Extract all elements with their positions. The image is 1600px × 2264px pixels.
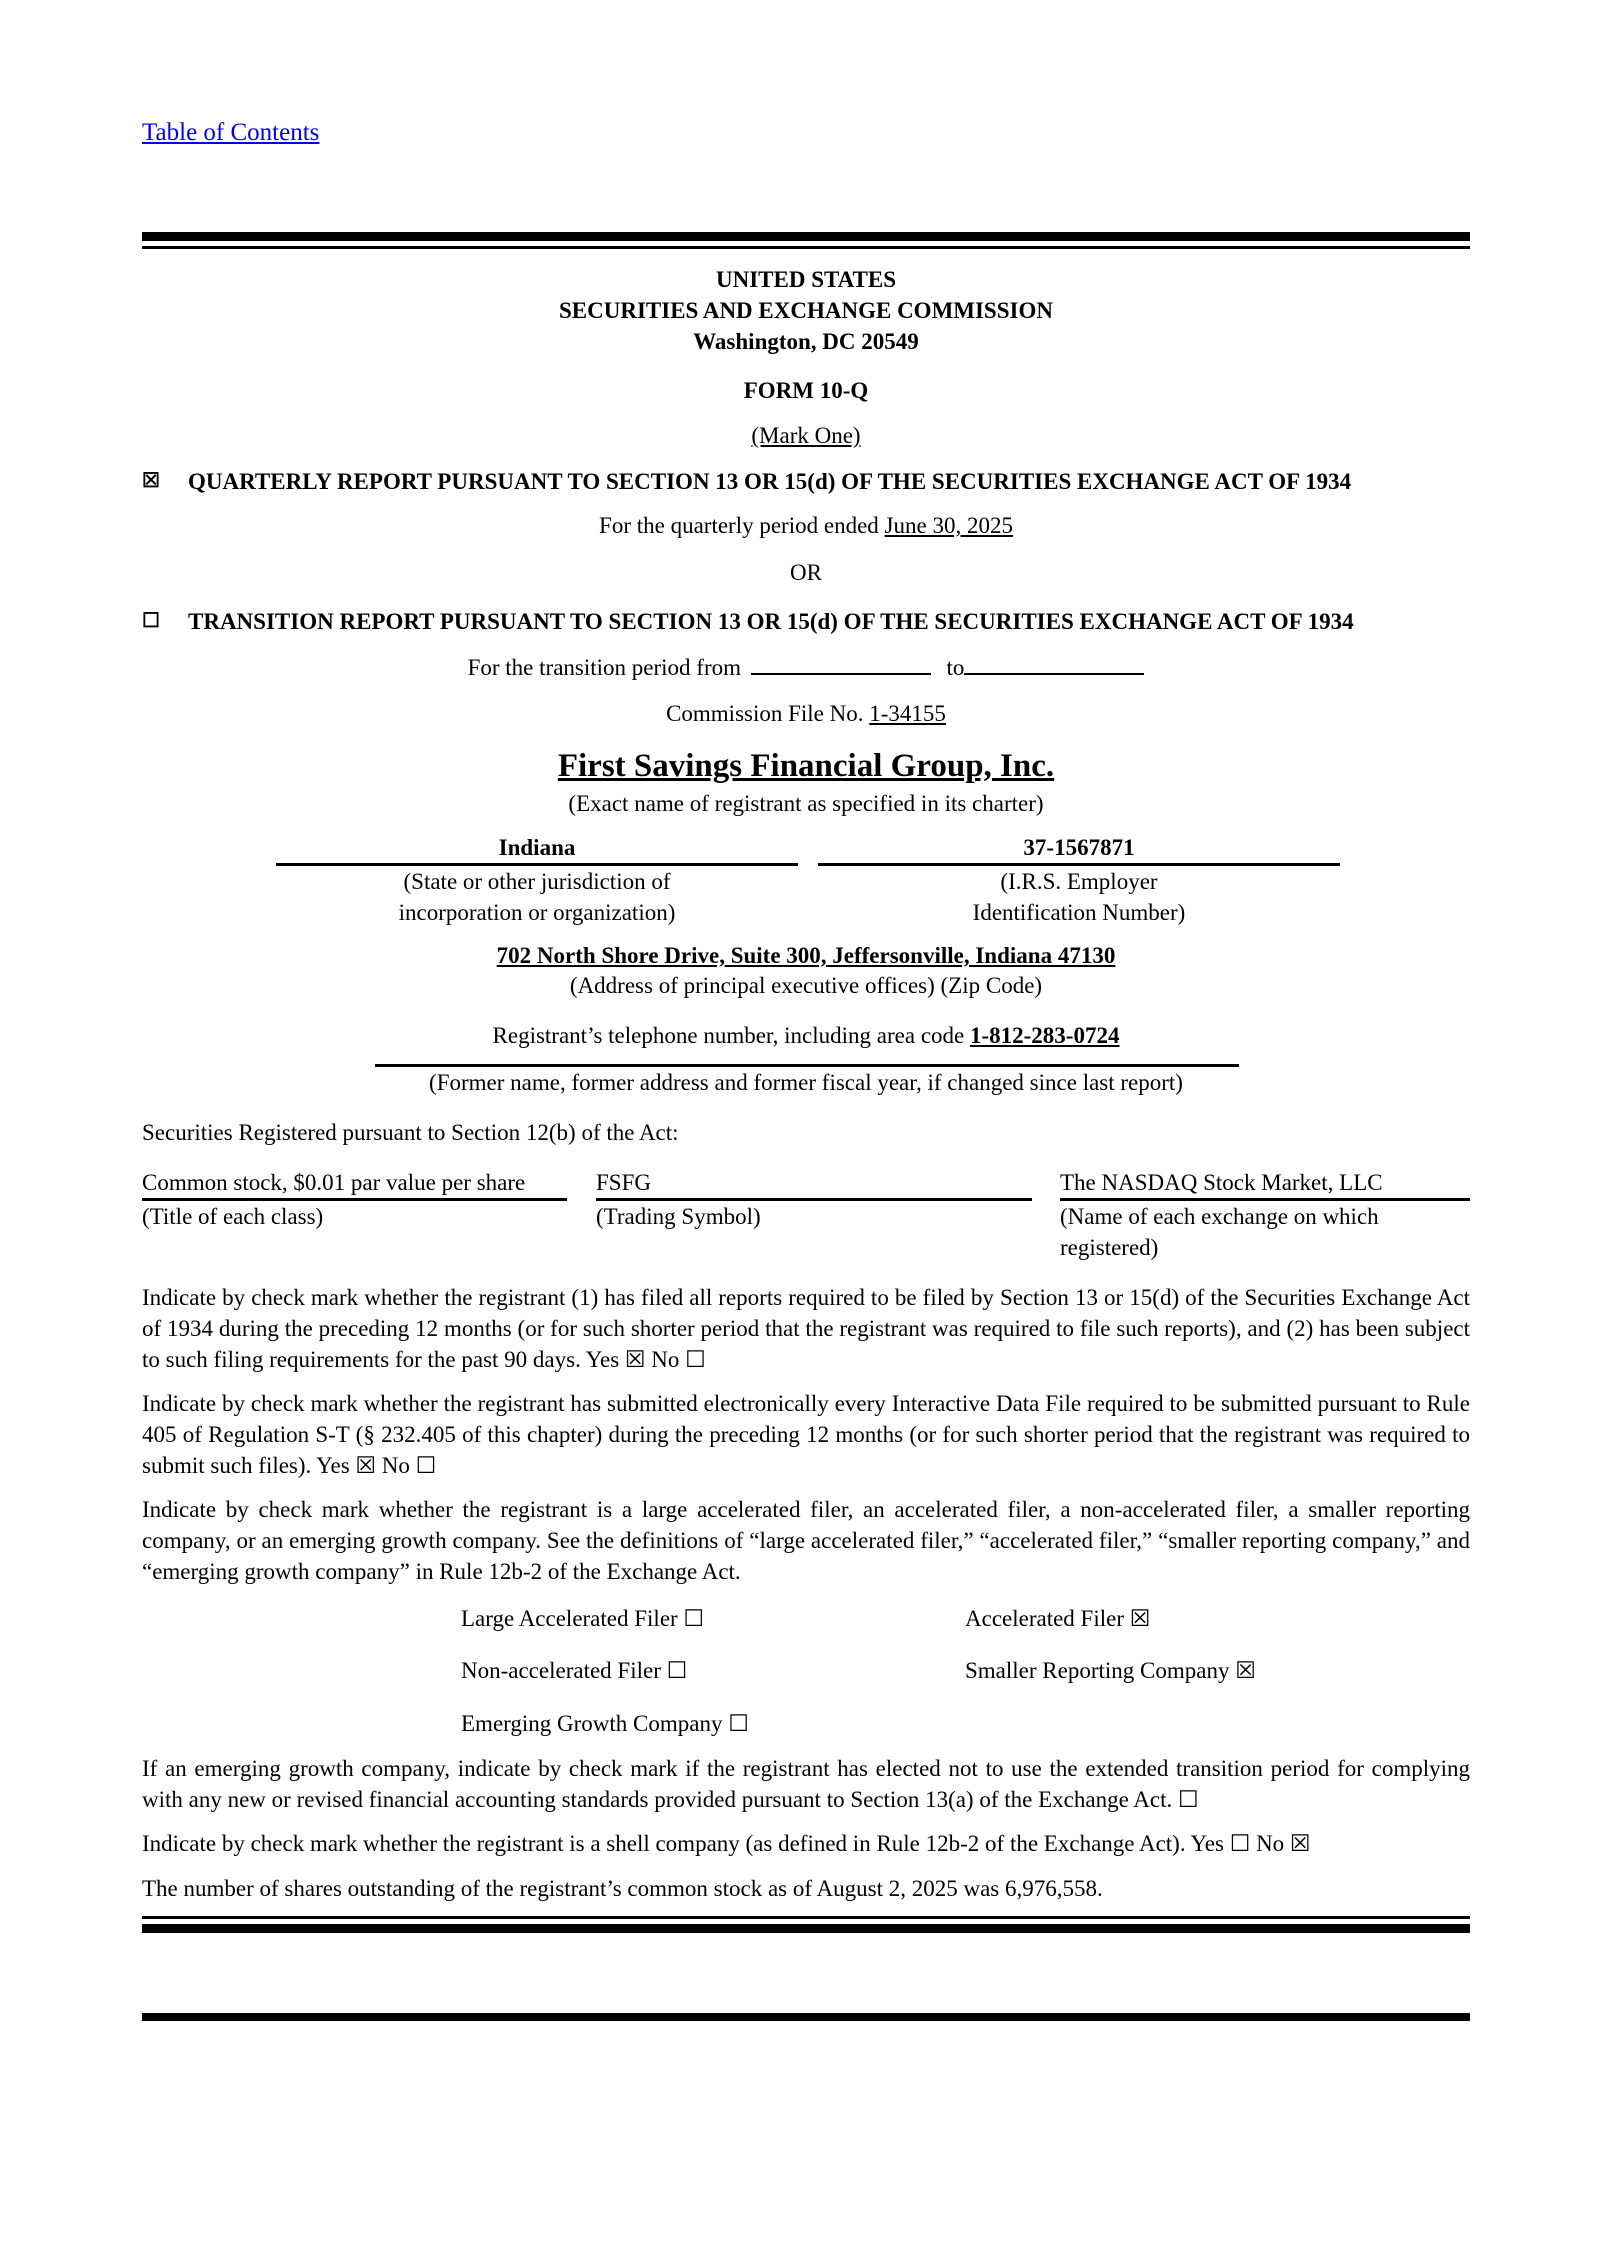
irs-value: 37-1567871	[818, 832, 1340, 866]
class-column	[142, 1167, 567, 1232]
irs-caption-2: Identification Number)	[972, 900, 1186, 925]
exchange-column	[1060, 1167, 1470, 1263]
transition-from-label: For the transition period from	[467, 655, 741, 680]
state-value: Indiana	[276, 832, 798, 866]
quarterly-period	[142, 510, 1470, 541]
paragraph-interactive-data: Indicate by check mark whether the registrant has submitted electronically every Interactive Data File required to be submitted pursuant to Rule 405 of Regulation S-T (§ 232.405 of this chapter) during the preceding 12 months (or for such shorter period that the registrant was required to submit such files). Yes ☒ No ☐	[142, 1391, 1470, 1478]
or-text: OR	[790, 560, 822, 585]
class-value: Common stock, $0.01 par value per share	[142, 1167, 567, 1201]
paragraph-shell-company: Indicate by check mark whether the registrant is a shell company (as defined in Rule 12b-2 of the Exchange Act). Yes ☐ No ☒	[142, 1831, 1311, 1856]
page-end-rule	[142, 2013, 1470, 2021]
paragraph-emerging-growth: If an emerging growth company, indicate by check mark if the registrant has elected not to use the extended transition period for complying with any new or revised financial accounting standards provided pursuant to Section 13(a) of the Exchange Act. ☐	[142, 1756, 1470, 1812]
former-name-caption: (Former name, former address and former fiscal year, if changed since last report)	[429, 1070, 1183, 1095]
address-caption: (Address of principal executive offices) (Zip Code)	[569, 973, 1043, 998]
irs-caption-1: (I.R.S. Employer	[1000, 869, 1158, 894]
commission-file	[142, 698, 1470, 729]
quarterly-report-label: QUARTERLY REPORT PURSUANT TO SECTION 13 OR 15(d) OF THE SECURITIES EXCHANGE ACT OF 1934	[188, 469, 1352, 494]
header-line-3: Washington, DC 20549	[693, 329, 919, 354]
exchange-caption-2: registered)	[1060, 1235, 1159, 1260]
transition-report-label: TRANSITION REPORT PURSUANT TO SECTION 13 OR 15(d) OF THE SECURITIES EXCHANGE ACT OF 1934	[188, 609, 1354, 634]
emerging-growth-company: Emerging Growth Company ☐	[461, 1711, 749, 1736]
symbol-caption: (Trading Symbol)	[596, 1204, 761, 1229]
transition-checkbox: ☐	[142, 610, 160, 632]
registrant-address: 702 North Shore Drive, Suite 300, Jeffersonville, Indiana 47130	[496, 943, 1116, 968]
quarterly-checkbox: ☒	[142, 470, 160, 492]
mark-one: (Mark One)	[751, 423, 861, 448]
state-column	[276, 832, 798, 928]
state-caption-2: incorporation or organization)	[398, 900, 676, 925]
symbol-value: FSFG	[596, 1167, 1032, 1201]
paragraph-filer-status: Indicate by check mark whether the registrant is a large accelerated filer, an accelerated filer, a non-accelerated filer, a smaller reporting company, or an emerging growth company. See the definitions of “large accelerated filer,” “accelerated filer,” “smaller reporting company,” and “emerging growth company” in Rule 12b-2 of the Exchange Act.	[142, 1497, 1470, 1584]
table-of-contents-link[interactable]: Table of Contents	[142, 119, 320, 146]
non-accelerated-filer: Non-accelerated Filer ☐	[461, 1658, 688, 1683]
paragraph-shares-outstanding: The number of shares outstanding of the registrant’s common stock as of August 2, 2025 was 6,976,558.	[142, 1876, 1103, 1901]
state-caption-1: (State or other jurisdiction of	[403, 869, 671, 894]
accelerated-filer: Accelerated Filer ☒	[965, 1606, 1151, 1631]
telephone-prefix: Registrant’s telephone number, including area code	[492, 1023, 965, 1048]
commission-number: 1-34155	[869, 701, 946, 726]
transition-period	[142, 651, 1470, 683]
form-title: FORM 10-Q	[743, 378, 869, 403]
telephone-line	[142, 1020, 1470, 1051]
registrant-name-caption: (Exact name of registrant as specified in its charter)	[568, 791, 1044, 816]
header-line-1: UNITED STATES	[715, 267, 896, 292]
registrant-name: First Savings Financial Group, Inc.	[557, 748, 1055, 784]
securities-heading: Securities Registered pursuant to Section 12(b) of the Act:	[142, 1120, 679, 1145]
irs-column	[818, 832, 1340, 928]
header-line-2: SECURITIES AND EXCHANGE COMMISSION	[559, 298, 1053, 323]
transition-to-blank	[964, 651, 1144, 675]
transition-from-blank	[751, 651, 931, 675]
top-thick-rule	[142, 232, 1470, 241]
agency-header	[142, 264, 1470, 357]
bottom-thin-rule	[142, 1916, 1470, 1919]
large-accelerated-filer: Large Accelerated Filer ☐	[461, 1606, 705, 1631]
paragraph-filing-reports: Indicate by check mark whether the registrant (1) has filed all reports required to be filed by Section 13 or 15(d) of the Securities Exchange Act of 1934 during the preceding 12 months (or for such shorter period that the registrant was required to file such reports), and (2) has been subject to such filing requirements for the past 90 days. Yes ☒ No ☐	[142, 1285, 1470, 1372]
bottom-thick-rule	[142, 1924, 1470, 1933]
symbol-column	[596, 1167, 1032, 1232]
commission-prefix: Commission File No.	[666, 701, 864, 726]
transition-to-label: to	[946, 655, 965, 680]
exchange-caption-1: (Name of each exchange on which	[1060, 1204, 1379, 1229]
exchange-value: The NASDAQ Stock Market, LLC	[1060, 1167, 1470, 1201]
telephone-number: 1-812-283-0724	[969, 1023, 1120, 1048]
top-thin-rule	[142, 246, 1470, 249]
class-caption: (Title of each class)	[142, 1204, 324, 1229]
quarterly-period-date: June 30, 2025	[884, 513, 1013, 538]
smaller-reporting-company: Smaller Reporting Company ☒	[965, 1658, 1256, 1683]
quarterly-period-prefix: For the quarterly period ended	[599, 513, 879, 538]
